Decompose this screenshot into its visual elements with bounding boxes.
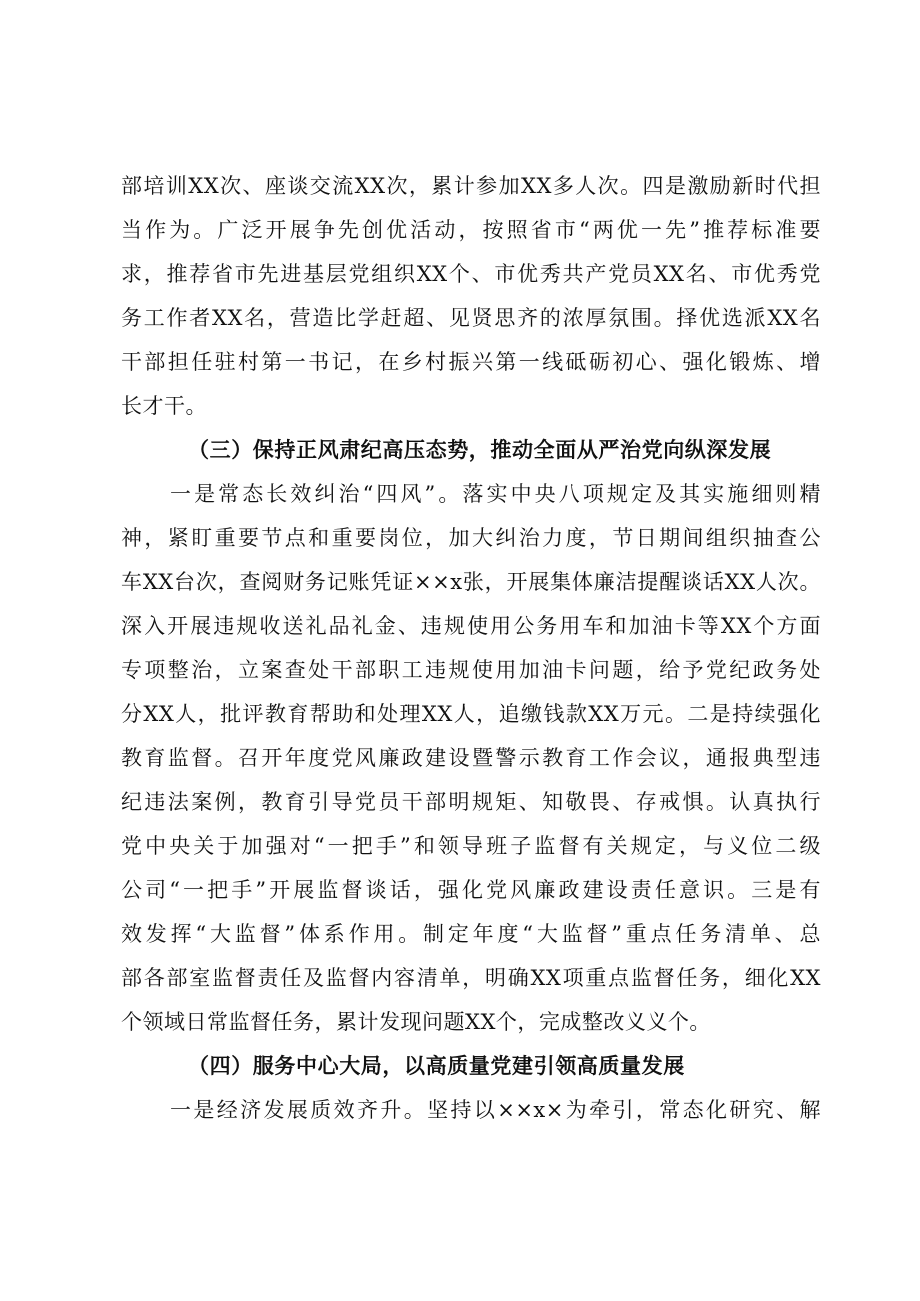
section-heading: （三）保持正风肃纪高压态势，推动全面从严治党向纵深发展: [188, 437, 772, 462]
body-text-line: 教育监督。召开年度党风廉政建设暨警示教育工作会议，通报典型违: [121, 746, 821, 770]
body-text-line: 公司“一把手”开展监督谈话，强化党风廉政建设责任意识。三是有: [121, 878, 821, 902]
body-text-line: 纪违法案例，教育引导党员干部明规矩、知敬畏、存戒惧。认真执行: [121, 790, 821, 814]
body-text-line: 求，推荐省市先进基层党组织XX个、市优秀共产党员XX名、市优秀党: [121, 262, 821, 286]
body-text-line: 长才干。: [121, 394, 207, 418]
body-text-line: 党中央关于加强对“一把手”和领导班子监督有关规定，与义位二级: [121, 834, 821, 858]
body-text-line: 神，紧盯重要节点和重要岗位，加大纠治力度，节日期间组织抽查公: [121, 526, 821, 550]
body-text-line: 专项整治，立案查处干部职工违规使用加油卡问题，给予党纪政务处: [121, 658, 821, 682]
body-text-line: 一是常态长效纠治“四风”。落实中央八项规定及其实施细则精: [170, 482, 821, 506]
body-text-line: 部各部室监督责任及监督内容清单，明确XX项重点监督任务，细化XX: [121, 966, 821, 990]
body-text-line: 当作为。广泛开展争先创优活动，按照省市“两优一先”推荐标准要: [121, 218, 821, 242]
body-text-line: 个领域日常监督任务，累计发现问题XX个，完成整改义义个。: [121, 1010, 711, 1034]
body-text-line: 深入开展违规收送礼品礼金、违规使用公务用车和加油卡等XX个方面: [121, 614, 821, 638]
section-heading: （四）服务中心大局，以高质量党建引领高质量发展: [188, 1053, 685, 1078]
body-text-line: 车XX台次，查阅财务记账凭证××x张，开展集体廉洁提醒谈话XX人次。: [121, 570, 821, 594]
body-text-line: 部培训XX次、座谈交流XX次，累计参加XX多人次。四是激励新时代担: [121, 174, 821, 198]
body-text-line: 一是经济发展质效齐升。坚持以××x×为牵引，常态化研究、解: [170, 1098, 821, 1122]
body-text-line: 效发挥“大监督”体系作用。制定年度“大监督”重点任务清单、总: [121, 922, 821, 946]
body-text-line: 分XX人，批评教育帮助和处理XX人，追缴钱款XX万元。二是持续强化: [121, 702, 821, 726]
body-text-line: 务工作者XX名，营造比学赶超、见贤思齐的浓厚氛围。择优选派XX名: [121, 306, 821, 330]
body-text-line: 干部担任驻村第一书记，在乡村振兴第一线砥砺初心、强化锻炼、增: [121, 350, 821, 374]
